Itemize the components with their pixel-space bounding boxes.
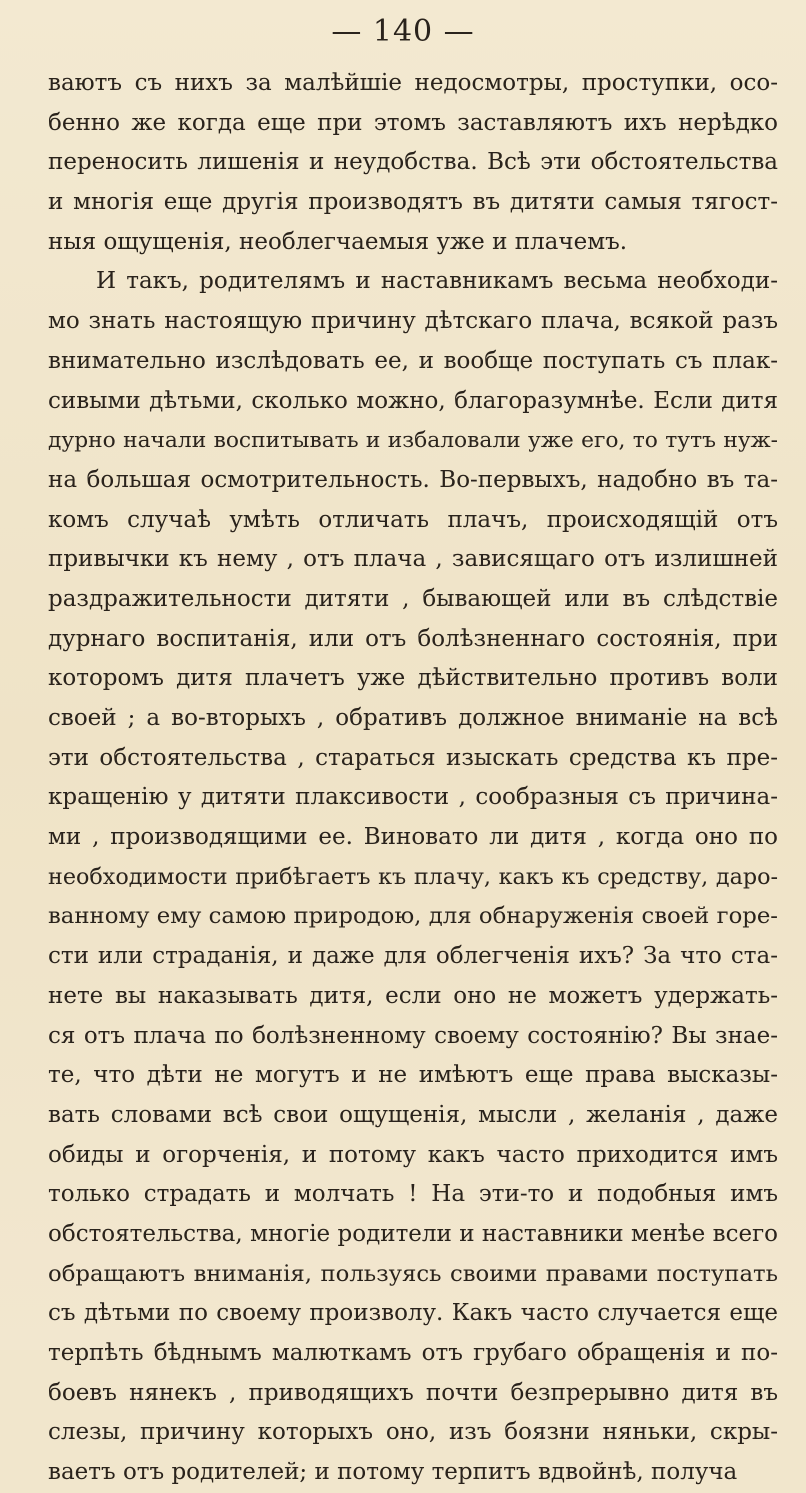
text-line: вать словами всѣ свои ощущенія, мысли , желанія , даже (48, 1101, 778, 1128)
text-line: обиды и огорченія, и потому какъ часто приходится имъ (48, 1141, 778, 1168)
text-line: слезы, причину которыхъ оно, изъ боязни няньки, скры- (48, 1419, 778, 1446)
text-line: сивыми дѣтьми, сколько можно, благоразумнѣе. Если дитя (48, 387, 778, 414)
text-line: съ дѣтьми по своему произволу. Какъ часто случается еще (48, 1300, 778, 1327)
text-line: дурно начали воспитывать и избаловали уже его, то тутъ нуж- (48, 428, 778, 454)
text-line: ми , производящими ее. Виновато ли дитя , когда оно по (48, 824, 778, 851)
text-line: необходимости прибѣгаетъ къ плачу, какъ къ средству, даро- (48, 863, 778, 890)
body-text (48, 64, 778, 1493)
text-line: обращаютъ вниманія, пользуясь своими правами поступать (48, 1260, 778, 1287)
text-line: своей ; а во-вторыхъ , обративъ должное вниманіе на всѣ (48, 705, 778, 731)
text-line: которомъ дитя плачетъ уже дѣйствительно противъ воли (48, 665, 778, 692)
text-line: мо знать настоящую причину дѣтскаго плача, всякой разъ (48, 308, 778, 335)
text-line: И такъ, родителямъ и наставникамъ весьма необходи- (96, 268, 778, 295)
text-line: нете вы наказывать дитя, если оно не можетъ удержать- (48, 982, 778, 1009)
text-line: эти обстоятельства , стараться изыскать средства къ пре- (48, 744, 778, 771)
text-line: привычки къ нему , отъ плача , зависящаго отъ излишней (48, 546, 778, 573)
text-line: боевъ нянекъ , приводящихъ почти безпрерывно дитя въ (48, 1379, 778, 1406)
text-line: дурнаго воспитанія, или отъ болѣзненнаго состоянія, при (48, 625, 778, 652)
text-line: и многія еще другія производятъ въ дитяти самыя тягост- (48, 189, 778, 216)
text-line: обстоятельства, многіе родители и наставники менѣе всего (48, 1220, 778, 1247)
text-line: сти или страданія, и даже для облегченія ихъ? За что ста- (48, 943, 778, 970)
text-line: кращенію у дитяти плаксивости , сообразныя съ причина- (48, 784, 778, 811)
text-line: раздражительности дитяти , бывающей или въ слѣдствіе (48, 585, 778, 612)
text-line: ваетъ отъ родителей; и потому терпитъ вдвойнѣ, получа (48, 1459, 738, 1486)
text-line: ныя ощущенія, необлегчаемыя уже и плачемъ. (48, 228, 628, 255)
text-line: ванному ему самою природою, для обнаруженія своей горе- (48, 903, 778, 930)
text-line: ваютъ съ нихъ за малѣйшіе недосмотры, проступки, осо- (48, 70, 778, 96)
text-line: переносить лишенія и неудобства. Всѣ эти обстоятельства (48, 149, 778, 176)
text-line: те, что дѣти не могутъ и не имѣютъ еще права высказы- (48, 1062, 778, 1089)
text-line: только страдать и молчать ! На эти-то и подобныя имъ (48, 1181, 778, 1208)
text-line: бенно же когда еще при этомъ заставляютъ ихъ нерѣдко (48, 109, 778, 136)
text-line: комъ случаѣ умѣть отличать плачъ, происходящій отъ (48, 506, 778, 533)
text-line: внимательно изслѣдовать ее, и вообще поступать съ плак- (48, 347, 778, 374)
text-line: ся отъ плача по болѣзненному своему состоянію? Вы знае- (48, 1022, 778, 1049)
text-line: на большая осмотрительность. Во-первыхъ, надобно въ та- (48, 466, 778, 493)
page-number: — 140 — (331, 14, 475, 49)
text-line: терпѣть бѣднымъ малюткамъ отъ грубаго обращенія и по- (48, 1340, 778, 1366)
